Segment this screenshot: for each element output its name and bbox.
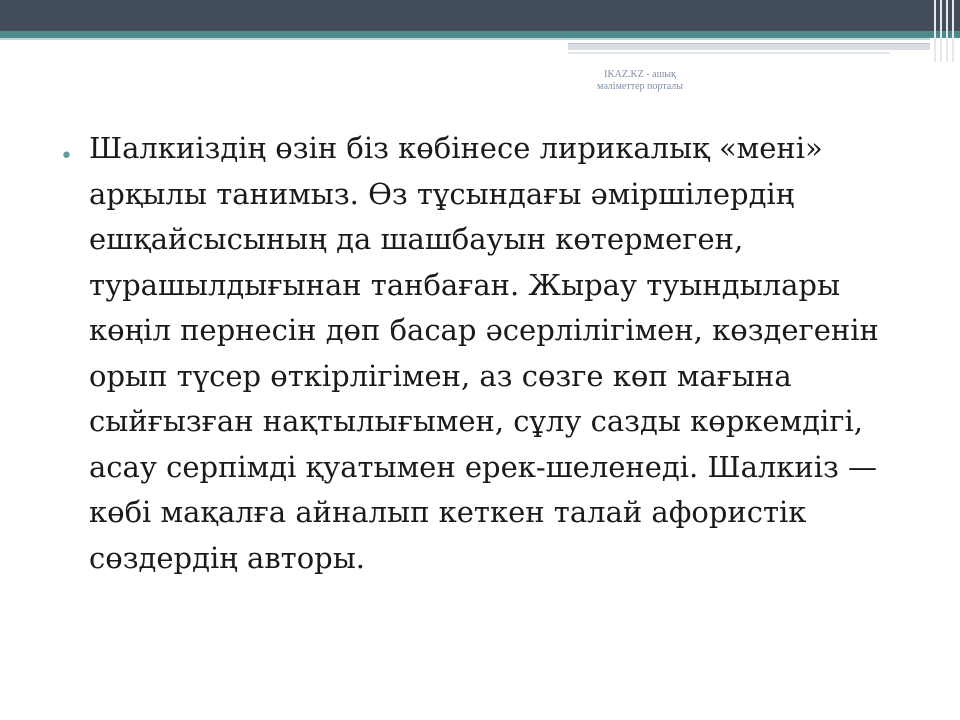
slide-content <box>58 126 908 581</box>
bullet-icon: • <box>60 144 73 169</box>
watermark-line-1: IKAZ.KZ - ашық <box>604 69 676 80</box>
bullet-text: Шалкиіздің өзін біз көбінесе лирикалық «мені» арқылы танимыз. Өз тұсындағы әміршілердің ешқайсысының да шашбауын көтермеген, турашылдығынан танбаған. Жырау туындылары көңіл пернесін дөп басар әсерлілігімен, көздегенін орып түсер өткірлігімен, аз сөзге көп мағына сыйғызған нақтылығымен, сұлу сазды көркемдігі, асау серпімді қуатымен ерек-шеленеді. Шалкиіз — көбі мақалға айналып кеткен талай афористік сөздердің авторы. <box>89 131 879 575</box>
corner-decoration <box>930 0 960 62</box>
header-decorative-line <box>568 52 890 54</box>
top-decorative-bar <box>0 0 960 31</box>
header-decorative-strip <box>568 43 930 50</box>
watermark-text <box>560 69 720 93</box>
bullet-item <box>58 126 908 581</box>
accent-thin-line <box>0 38 930 40</box>
accent-stripe <box>0 31 960 38</box>
watermark-line-2: мәліметтер порталы <box>597 81 683 92</box>
